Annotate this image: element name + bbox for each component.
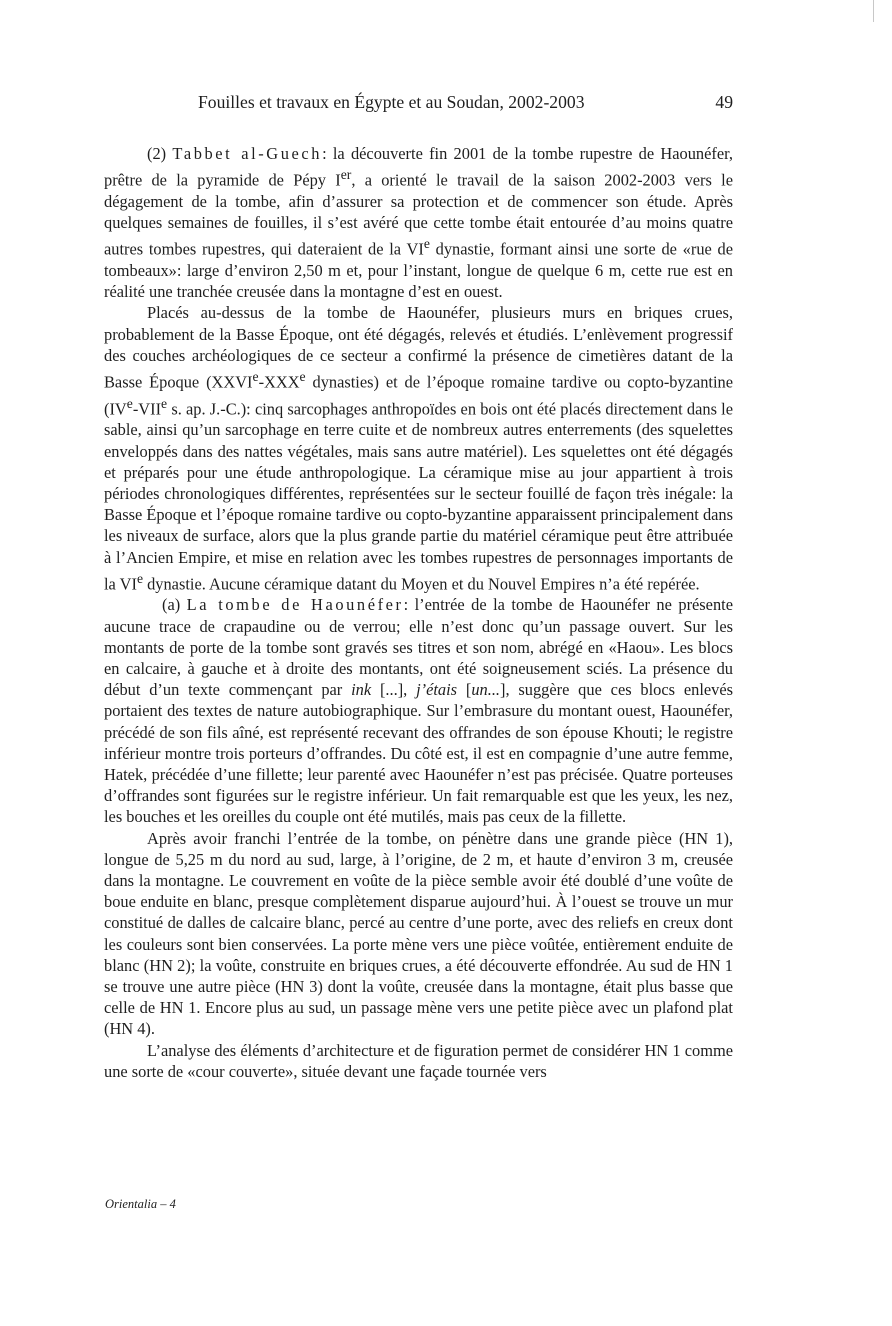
paragraph-basse-epoque	[104, 302, 733, 594]
text-run: L’analyse des éléments d’architecture et de figuration permet de considérer HN 1 comme une sorte de «cour couverte», située devant une façade tournée vers	[104, 1040, 733, 1081]
footer-signature: Orientalia – 4	[105, 1197, 176, 1211]
body-text	[104, 143, 733, 1082]
subsection-term: La tombe de Haounéfer	[186, 595, 404, 615]
text-run: dynastie. Aucune céramique datant du Moyen et du Nouvel Empires n’a été repérée.	[143, 574, 700, 594]
superscript: er	[340, 167, 352, 183]
text-run: s. ap. J.-C.): cinq sarcophages anthropoïdes en bois ont été placés directement dans le sable, ainsi qu’un sarcophage en terre cuite et de nombreux autres enterrements (des squelettes enveloppés dans des nattes végétales, mais sans autre matériel). Les squelettes ont été dégagés et préparés pour une étude anthropologique. La céramique mise au jour appartient à trois périodes chronologiques différentes, représentées sur le secteur fouillé de façon très inégale: la Basse Époque et l’époque romaine tardive ou copto-byzantine apparaissent principalement dans les niveaux de surface, alors que la plus grande partie du matériel céramique peut être attribuée à l’Ancien Empire, et mise en relation avec les tombes rupestres de personnages importants de la VI	[104, 399, 733, 594]
page-number: 49	[715, 92, 733, 112]
running-head: Fouilles et travaux en Égypte et au Soudan, 2002-2003	[198, 92, 585, 112]
superscript: e	[423, 236, 430, 252]
text-run: : l’entrée de la tombe de Haounéfer ne présente aucune trace de crapaudine ou de verrou; elle n’est donc qu’un passage ouvert. Sur les montants de porte de la tombe sont gravés ses titres et son nom, abrégé en «Haou». Les blocs en calcaire, à gauche et à droite des montants, ont été soigneusement sciés. La présence du début d’un texte commençant par	[104, 595, 733, 700]
page-edge-mark	[873, 0, 874, 22]
section-term: Tabbet al-Guech	[172, 144, 323, 163]
text-run: Placés au-dessus de la tombe de Haounéfer, plusieurs murs en briques crues, probablement de la Basse Époque, ont été dégagés, relevés et étudiés. L’enlèvement progressif des couches archéologiques de ce secteur a confirmé la présence de cimetières datant de la Basse Époque (XXVI	[104, 303, 733, 392]
text-run: ], suggère que ces blocs enlevés portaient des textes de nature autobiographique. Sur l’embrasure du montant ouest, Haounéfer, précédé de son fils aîné, est représenté recevant des offrandes de son épouse Khouti; le registre inférieur montre trois porteurs d’offrandes. Du côté est, il est en compagnie d’une autre femme, Hatek, précédée d’une fillette; leur parenté avec Haounéfer n’est pas précisée. Quatre porteuses d’offrandes sont figurées sur le registre inférieur. Un fait remarquable est que les yeux, les nez, les bouches et les oreilles du couple ont été mutilés, mais pas ceux de la fillette.	[104, 680, 733, 827]
text-run: , a orienté le travail de la saison 2002-2003 vers le dégagement de la tombe, afin d’assurer sa protection et de commencer son étude. Après quelques semaines de fouilles, il s’est avéré que cette tombe était entourée d’au moins quatre autres tombes rupestres, qui dateraient de la VI	[104, 170, 733, 259]
text-run: [...],	[371, 680, 417, 700]
text-run: [	[457, 680, 472, 700]
text-run: dynasties) et de l’époque romaine tardive ou copto-byzantine (IV	[104, 372, 733, 419]
italic-word: j’étais	[416, 680, 458, 700]
text-run: Après avoir franchi l’entrée de la tombe, on pénètre dans une grande pièce (HN 1), longue de 5,25 m du nord au sud, large, à l’origine, de 2 m, et haute d’environ 3 m, creusée dans la montagne. Le couvrement en voûte de la pièce semble avoir été doublé d’une voûte de boue enduite en blanc, presque complètement disparue aujourd’hui. À l’ouest se trouve un mur constitué de dalles de calcaire blanc, percé au centre d’une porte, avec des reliefs en creux dont les couleurs sont bien conservées. La porte mène vers une pièce voûtée, entièrement enduite de blanc (HN 2); la voûte, construite en briques crues, a été découverte effondrée. Au sud de HN 1 se trouve une autre pièce (HN 3) dont la voûte, creusée dans la montagne, était plus basse que celle de HN 1. Encore plus au sud, un passage mène vers une petite pièce avec un plafond plat (HN 4).	[104, 828, 733, 1039]
superscript: e	[299, 368, 306, 384]
italic-word: un...	[471, 680, 501, 700]
superscript: e	[252, 368, 259, 384]
superscript: e	[126, 395, 133, 411]
text-run: -VII	[132, 399, 162, 419]
section-number: (2)	[147, 144, 173, 163]
paragraph-tabbet-al-guech	[104, 143, 733, 302]
paragraph-tombe-haounefer	[104, 594, 733, 827]
text-run: dynastie, formant ainsi une sorte de «rue de tombeaux»: large d’environ 2,50 m et, pour l’instant, longue de quelque 6 m, cette rue est en réalité une tranchée creusée dans la montagne d’est en ouest.	[104, 239, 733, 302]
superscript: e	[136, 570, 143, 586]
paragraph-analyse	[104, 1040, 733, 1082]
italic-word: ink	[351, 680, 372, 700]
subsection-number: (a)	[162, 595, 187, 615]
page-header	[105, 92, 733, 118]
text-run: -XXX	[258, 372, 300, 392]
superscript: e	[161, 395, 168, 411]
paragraph-hn1	[104, 828, 733, 1040]
text-run: : la découverte fin 2001 de la tombe rupestre de Haounéfer, prêtre de la pyramide de Pépy I	[104, 144, 733, 190]
